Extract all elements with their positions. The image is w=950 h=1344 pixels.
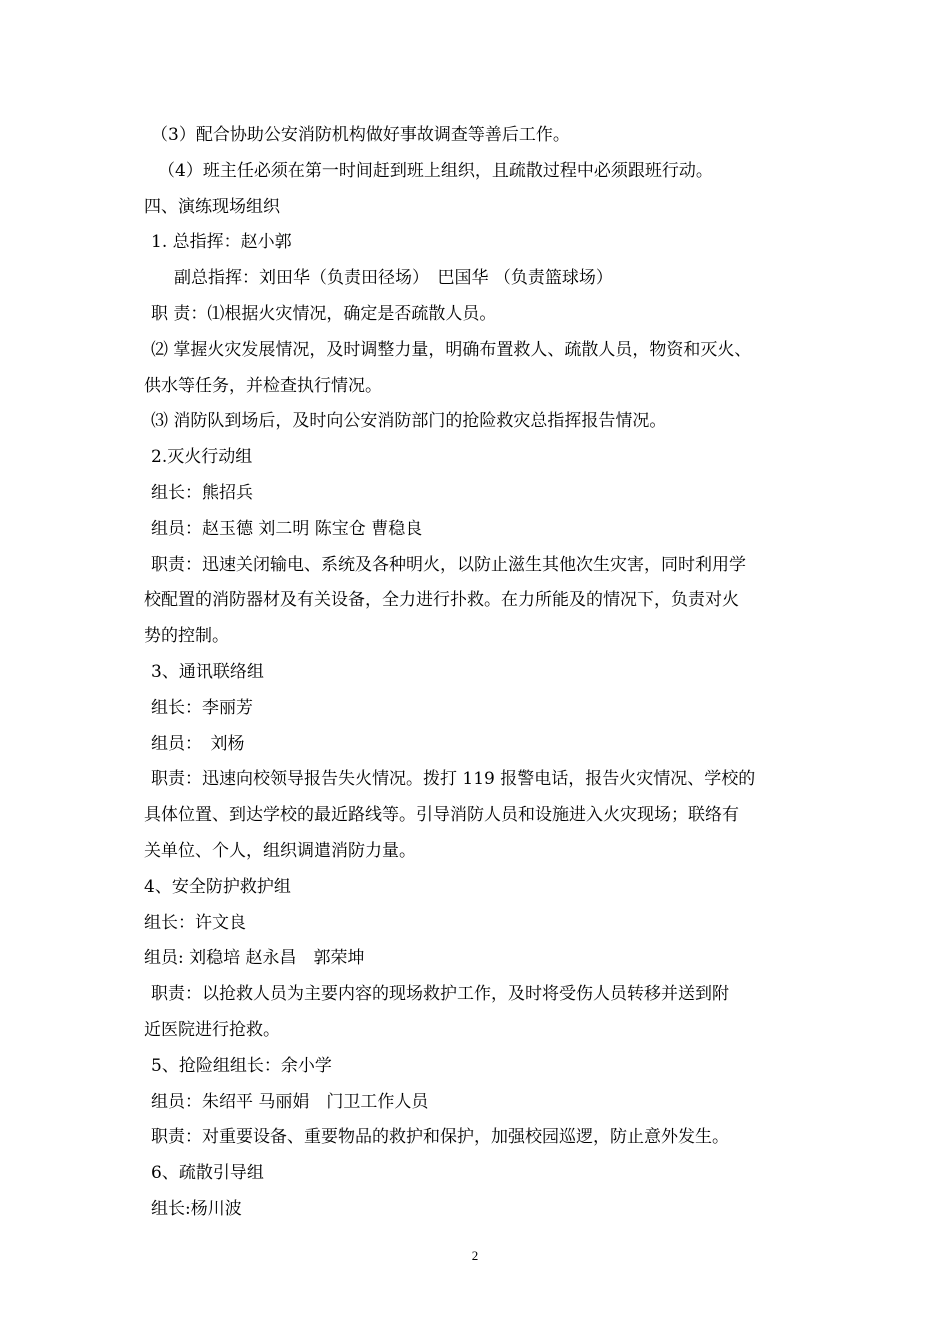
- text-line-group-duty-cont: 势的控制。: [144, 626, 229, 647]
- text-line-group-members: 组员：赵玉德 刘二明 陈宝仓 曹稳良: [151, 518, 423, 539]
- text-line-item-3: （3）配合协助公安消防机构做好事故调查等善后工作。: [151, 125, 570, 145]
- text-line-duty-2-cont: 供水等任务，并检查执行情况。: [144, 375, 382, 396]
- section-heading-4: 四、演练现场组织: [144, 196, 280, 217]
- group-heading-fire-fighting: 2.灭火行动组: [151, 447, 253, 468]
- text-line-group-leader: 组长：许文良: [144, 912, 246, 933]
- text-line-group-members: 组员: 刘稳培 赵永昌 郭荣坤: [144, 948, 365, 969]
- group-heading-safety-rescue: 4、安全防护救护组: [144, 876, 291, 897]
- text-line-group-duty-cont: 校配置的消防器材及有关设备，全力进行扑救。在力所能及的情况下，负责对火: [144, 590, 739, 611]
- group-heading-emergency: 5、抢险组组长：余小学: [151, 1055, 332, 1076]
- document-body: [144, 118, 812, 1228]
- text-line-group-duty: 职责：迅速向校领导报告失火情况。拨打 119 报警电话，报告火灾情况、学校的: [151, 769, 756, 790]
- text-line-group-duty-cont: 关单位、个人，组织调遣消防力量。: [144, 840, 416, 861]
- text-line-group-duty: 职责：以抢救人员为主要内容的现场救护工作，及时将受伤人员转移并送到附: [151, 984, 729, 1005]
- group-heading-communication: 3、通讯联络组: [151, 661, 264, 682]
- page-number: 2: [471, 1248, 479, 1263]
- text-line-group-duty-cont: 近医院进行抢救。: [144, 1019, 280, 1040]
- text-line-group-duty: 职责：对重要设备、重要物品的救护和保护，加强校园巡逻，防止意外发生。: [151, 1127, 729, 1148]
- text-line-deputy-commander: 副总指挥：刘田华（负责田径场） 巴国华 （负责篮球场）: [174, 268, 613, 289]
- text-line-group-duty: 职责：迅速关闭输电、系统及各种明火，以防止滋生其他次生灾害，同时利用学: [151, 554, 746, 575]
- text-line-group-members: 组员：朱绍平 马丽娟 门卫工作人员: [151, 1091, 429, 1112]
- text-line-item-4: （4）班主任必须在第一时间赶到班上组织，且疏散过程中必须跟班行动。: [158, 160, 713, 181]
- text-line-group-members: 组员： 刘杨: [151, 733, 245, 754]
- text-line-group-duty-cont: 具体位置、到达学校的最近路线等。引导消防人员和设施进入火灾现场；联络有: [144, 805, 739, 826]
- text-line-commander: 1. 总指挥：赵小郭: [151, 232, 292, 253]
- text-line-duty-1: 职 责：⑴根据火灾情况，确定是否疏散人员。: [151, 303, 497, 324]
- text-line-group-leader: 组长：熊招兵: [151, 482, 253, 503]
- group-heading-evacuation: 6、疏散引导组: [151, 1163, 264, 1184]
- text-line-duty-3: ⑶ 消防队到场后，及时向公安消防部门的抢险救灾总指挥报告情况。: [151, 411, 667, 432]
- text-line-group-leader: 组长:杨川波: [151, 1198, 242, 1219]
- text-line-group-leader: 组长：李丽芳: [151, 697, 253, 718]
- text-line-duty-2: ⑵ 掌握火灾发展情况，及时调整力量，明确布置救人、疏散人员，物资和灭火、: [151, 339, 752, 360]
